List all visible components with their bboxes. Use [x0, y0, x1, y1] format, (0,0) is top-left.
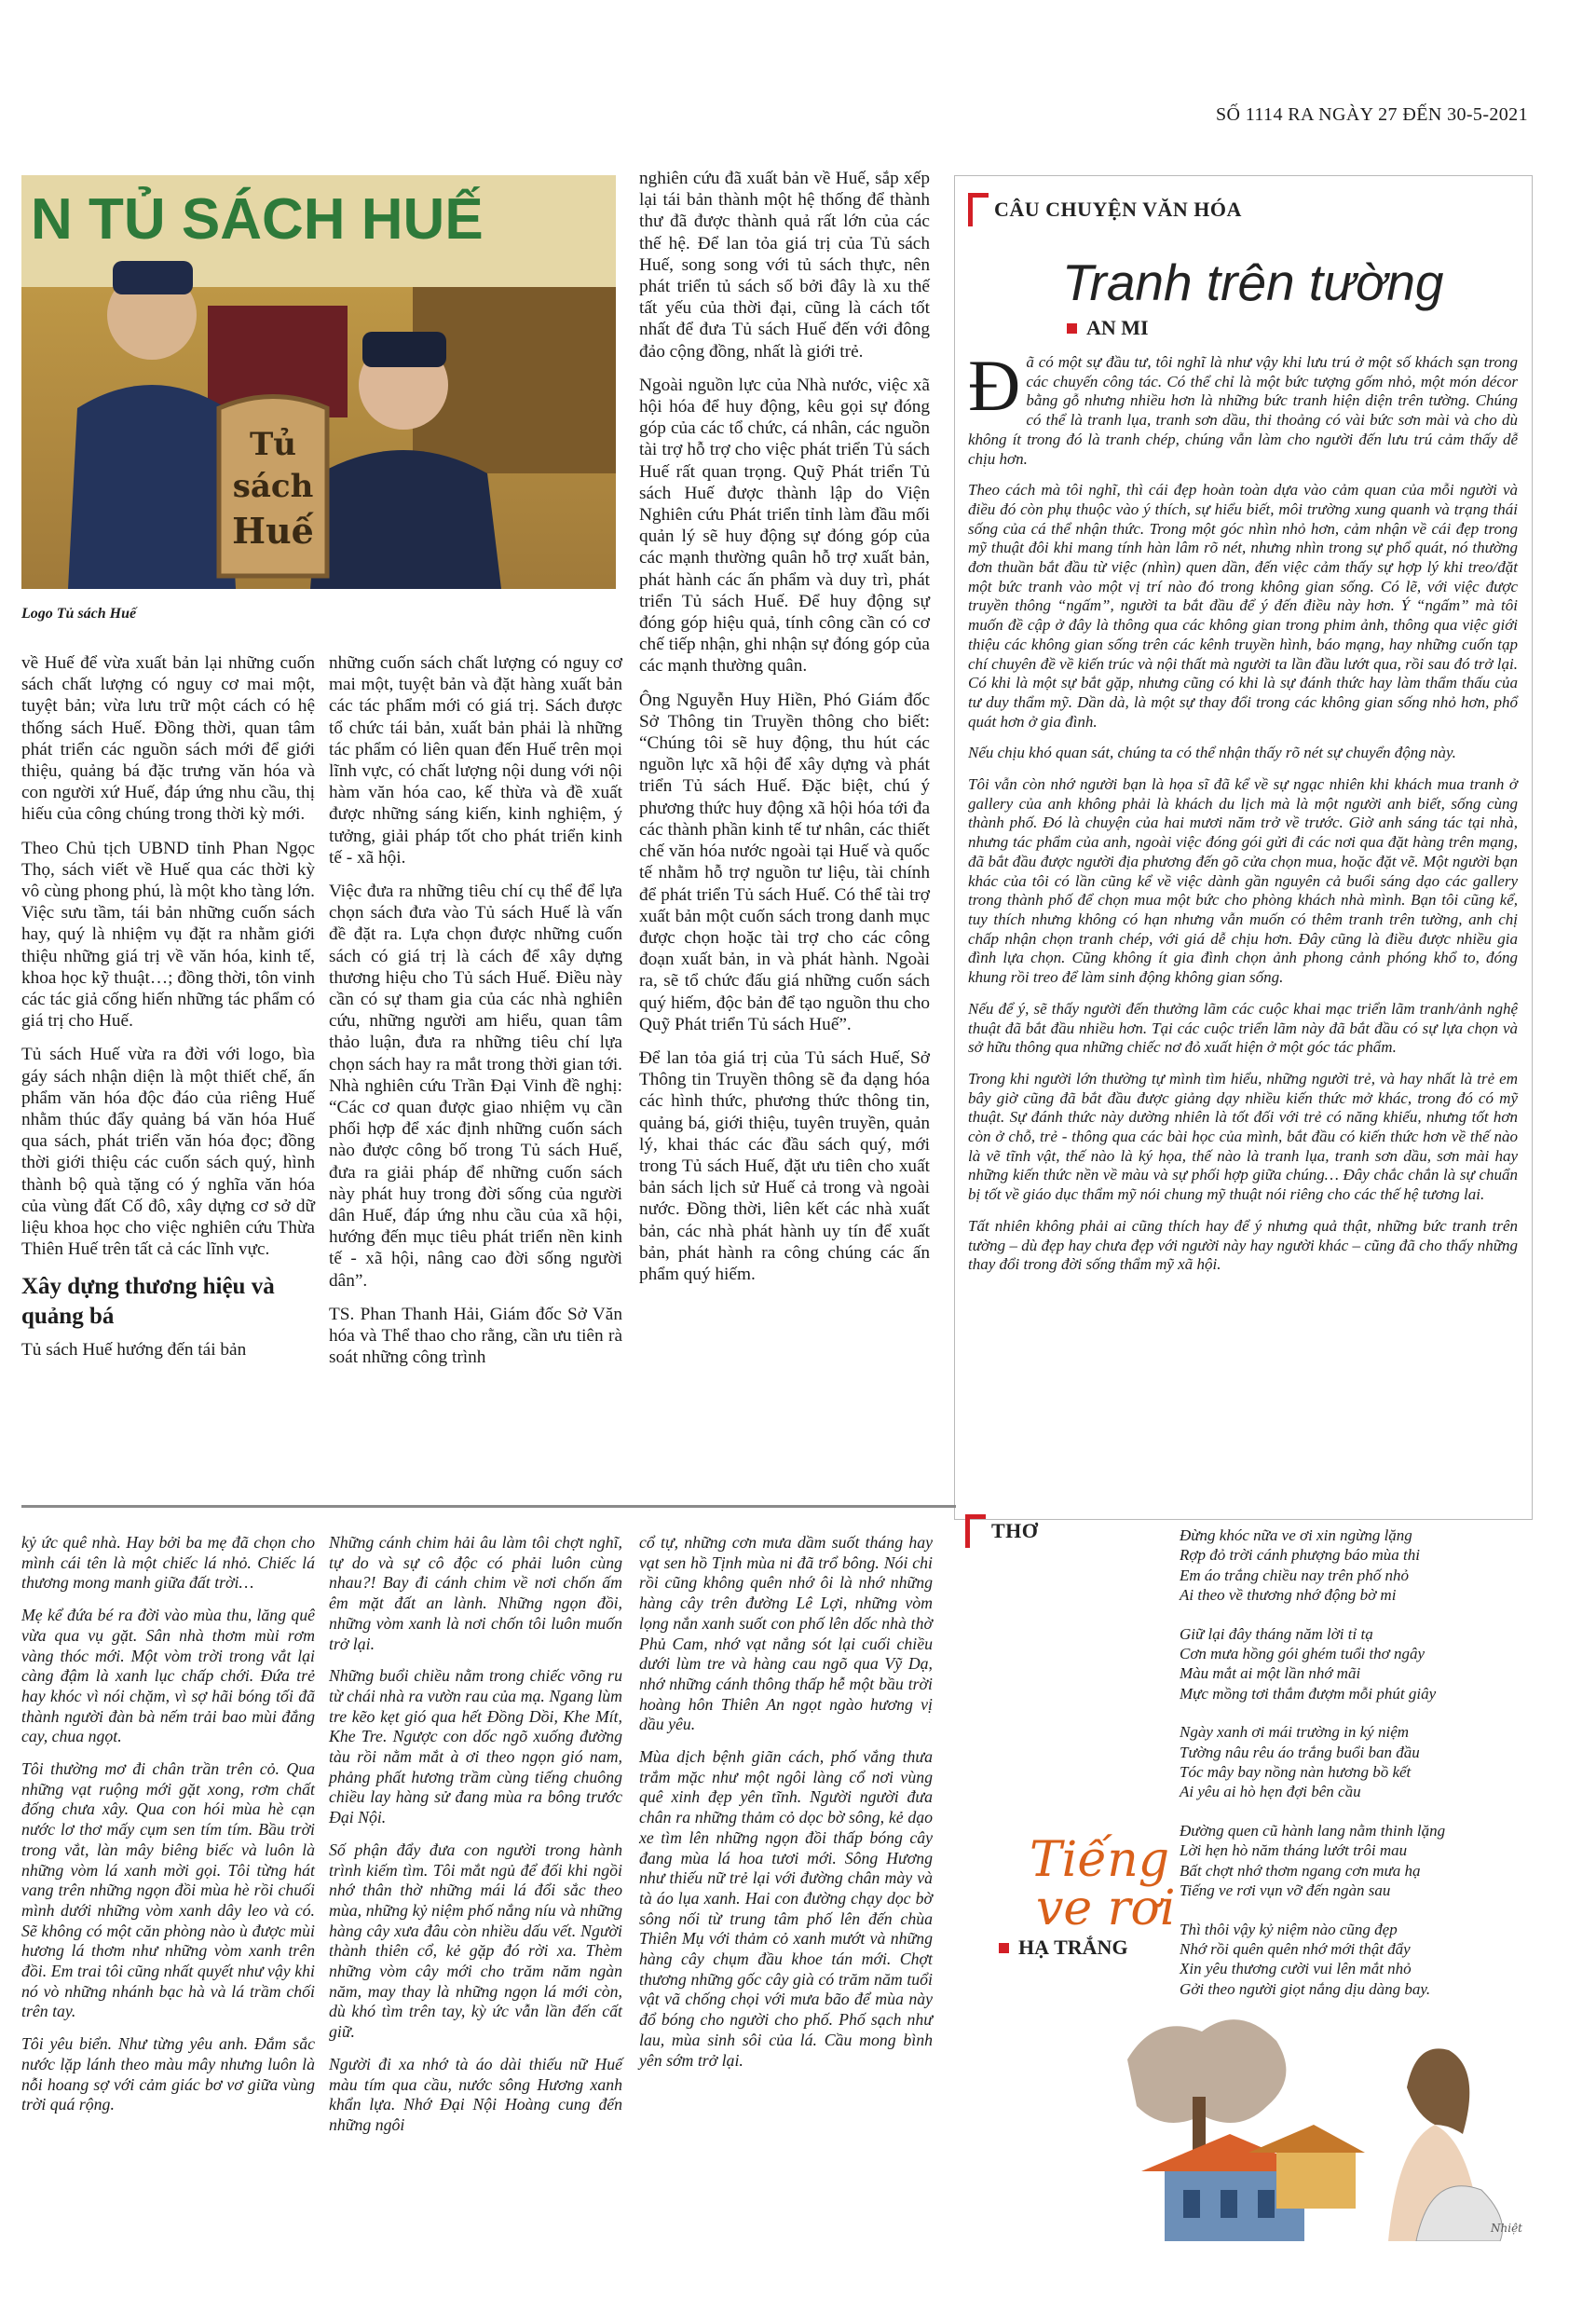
paragraph: Mẹ kể đứa bé ra đời vào mùa thu, lăng quê vừa qua vụ gặt. Sân nhà thơm mùi rơm vàng thóc mới. Một vòm trời trong vắt lại càng đậm là xanh lục chấp chới. Đứa trẻ hay khóc vì nói chặm, vì sợ hãi bóng tối đã thành người đàn bà nếm trải bao mùi đắng cay, chua ngọt. — [21, 1606, 315, 1746]
paragraph: Tôi thường mơ đi chân trần trên cỏ. Qua những vạt ruộng mới gặt xong, rơm chất đống chưa xây. Qua con hói mùa hè cạn nước lơ thơ mấy cụm sen tím tím. Bầu trời trong vắt, làn mây biêng biếc và luôn là những vòm lá xanh mời gọi. Tôi từng hát vang trên những ngọn đồi mùa hè rồi chuối mình dưới những vòm xanh dây leo và có. Sẽ không có một căn phòng nào ù được mùi hương lá thơm như những vòm xanh trên đồi. Em trai tôi cũng nhất quyết như vậy khi nó vò những nhánh bạc hà và lá trầm chối trên tay. — [21, 1759, 315, 2021]
photo-caption: Logo Tủ sách Huế — [21, 606, 137, 622]
drop-cap: Đ — [968, 345, 1021, 426]
poem-title-line1: Tiếng — [1030, 1832, 1170, 1888]
article-photo — [21, 175, 616, 589]
stanza: Ngày xanh ơi mái trường in ký niệm Tường nâu rêu áo trắng buổi ban đầu Tóc mây bay nồng nàn hương bồ kết Ai yêu ai hò hẹn đợi bên cầu — [1180, 1723, 1420, 1801]
paragraph: Những cánh chim hải âu làm tôi chợt nghĩ, tự do và sự cô độc có phải luôn cùng nhau?! Bay đi cánh chim về nơi chốn ấm êm mặt đất an lành. Những ngọn đồi, những vòm xanh là nơi chốn tôi luôn muốn trở lại. — [329, 1533, 622, 1653]
paragraph: Tất nhiên không phải ai cũng thích hay để ý nhưng quả thật, những bức tranh trên tường – dù đẹp hay chưa đẹp với người này hay người khác – cũng đã cho thấy những thay đổi trong đời sống thẩm mỹ xã hội. — [968, 1216, 1518, 1274]
paragraph: Những buổi chiều nằm trong chiếc võng ru từ chái nhà ra vườn rau của mạ. Ngang lùm tre kẽo kẹt gió qua hết Đồng Dồi, Khe Mít, Khe Tre. Ngược con dốc ngõ xuống đường tàu rồi nằm mắt à ơi theo ngọn gió nam, phảng phất hương trầm cùng tiếng chuông chiều lay hàng sử đang mùa ra bông trước Đại Nội. — [329, 1666, 622, 1827]
paragraph: Ngoài nguồn lực của Nhà nước, việc xã hội hóa để huy động, kêu gọi sự đóng góp của các tổ chức, cá nhân, các nguồn tài trợ hỗ trợ cho việc phát triển Tủ sách Huế rất quan trọng. Quỹ Phát triển Tủ sách Huế được thành lập do Viện Nghiên cứu Phát triển tỉnh làm đầu mối quản lý sẽ huy động sự đóng góp của các mạnh thường quân hỗ trợ xuất bản, phát hành các ấn phẩm và duy trì, phát triển Tủ sách Huế. Để huy động sự đóng góp hiệu quả, tính công cần có cơ chế tiếp nhận, ghi nhận sự đóng góp của các mạnh thường quân. — [639, 375, 930, 677]
paragraph: Nếu để ý, sẽ thấy người đến thưởng lãm các cuộc khai mạc triển lãm tranh/ảnh nghệ thuật đã bắt đầu nhiều hơn. Tại các cuộc triển lãm này đã bắt đầu có sự lựa chọn và sở hữu thông qua những chiếc nơ đỏ xuất hiện ở một góc tác phẩm. — [968, 999, 1518, 1057]
paragraph: Trong khi người lớn thường tự mình tìm hiểu, những người trẻ, và hay nhất là trẻ em bây giờ cũng đã bắt đầu được giảng dạy nhiều kiến thức mở khác, trong đó có mỹ thuật. Sự đánh thức này dường nhiên là tốt đối với trẻ có năng khiếu, nhưng tốt hơn còn ở chỗ, trẻ - thông qua các bài học của mình, bắt đầu có kiến thức hơn về thế nào là vẽ tĩnh vật, thế nào là ký họa, thế nào là tranh lụa, tranh sơn dầu, sơn mài hay những kiến thức nền về màu và sự phối hợp giữa chúng… Đây chắc chắn là sự chuẩn bị tốt về giáo dục thẩm mỹ nói chung mỹ thuật nói riêng cho các thế hệ tương lai. — [968, 1069, 1518, 1204]
culture-story-box — [954, 175, 1533, 1520]
story-title: Tranh trên tường — [1062, 253, 1444, 311]
story-author: AN MI — [1067, 316, 1149, 340]
paragraph: Tôi yêu biển. Như từng yêu anh. Đắm sắc nước lặp lánh theo màu mây nhưng luôn là nỗi hoang sợ với cảm giác bơ vơ giữa vùng trời quá rộng. — [21, 2034, 315, 2114]
paragraph: những cuốn sách chất lượng có nguy cơ mai một, tuyệt bản và đặt hàng xuất bản các tác phẩm mới có giá trị. Sách được tổ chức tái bản, xuất bản phải là những tác phẩm có liên quan đến Huế trên mọi lĩnh vực, có chất lượng nội dung với nội hàm văn hóa cao, kế thừa và đề xuất được những sáng kiến, kinh nghiệm, ý tưởng, giải pháp tốt cho phát triển kinh tế - xã hội. — [329, 653, 622, 868]
paragraph: TS. Phan Thanh Hải, Giám đốc Sở Văn hóa và Thể thao cho rằng, cần ưu tiên rà soát những công trình — [329, 1304, 622, 1368]
poem-author: HẠ TRẮNG — [999, 1936, 1128, 1960]
subheading: Xây dựng thương hiệu và quảng bá — [21, 1274, 275, 1330]
article-column-2 — [329, 652, 622, 1381]
poem-body — [1180, 1525, 1524, 2018]
stanza: Giữ lại đây tháng năm lời tỉ tạ Cơn mưa hồng gói ghém tuổi thơ ngây Màu mắt ai một lần nhớ mãi Mực mồng tơi thắm đượm mỗi phút giây — [1180, 1624, 1437, 1703]
paragraph: Ông Nguyễn Huy Hiền, Phó Giám đốc Sở Thông tin Truyền thông cho biết: “Chúng tôi sẽ huy động, thu hút các nguồn lực xã hội để xây dựng và phát triển Tủ sách Huế. Đặc biệt, chú ý phương thức huy động xã hội hóa tới đa các thành phần kinh tế tư nhân, các thiết chế văn hóa nước ngoài tại Huế và quốc tế nhằm hỗ trợ nguồn tư liệu, tài chính để phát triển Tủ sách Huế. Có thể tài trợ xuất bản một cuốn sách trong danh mục được chọn hoặc tài trợ cho các công đoạn xuất bản, in và phát hành. Ngoài ra, sẽ tổ chức đấu giá những cuốn sách quý hiếm, độc bản để tạo nguồn thu cho Quỹ Phát triển Tủ sách Huế”. — [639, 690, 930, 1034]
plaque-line2: sách — [232, 468, 314, 505]
stanza: Thì thôi vậy kỷ niệm nào cũng đẹp Nhớ rồi quên quên nhớ mới thật đẩy Xin yêu thương cười vui lên mắt nhỏ Gởi theo người giọt nắng dịu dàng bay. — [1180, 1920, 1431, 1998]
paragraph: Theo Chủ tịch UBND tỉnh Phan Ngọc Thọ, sách viết về Huế qua các thời kỳ vô cùng phong phú, là một kho tàng lớn. Việc sưu tầm, tái bản những cuốn sách hay, quý là nhiệm vụ đặt ra nhằm giới thiệu những giá trị về văn hóa, kinh tế, khoa học kỹ thuật…; đồng thời, tôn vinh các tác giả cống hiến những tác phẩm có giá trị cho Huế. — [21, 838, 315, 1032]
paragraph: kỷ ức quê nhà. Hay bởi ba mẹ đã chọn cho mình cái tên là một chiếc lá nhỏ. Chiếc lá thương mong manh giữa đất trời… — [21, 1533, 315, 1593]
section-label: CÂU CHUYỆN VĂN HÓA — [968, 193, 1242, 226]
banner-text: N TỦ SÁCH HUẾ — [31, 187, 484, 252]
poem-illustration — [1127, 2004, 1531, 2241]
paragraph: Số phận đẩy đưa con người trong hành trình kiếm tìm. Tôi mắt ngủ để đối khi ngồi nhớ thân thờ những mái lá đổi sắc theo mùa, những kỷ niệm phố nắng níu và những hàng cây xưa đâu còn nhiều dấu vết. Người thành thiên cổ, kẻ gặp đó rời xa. Thèm những vòm cây mới cho trăm năm ngàn năm, may thay là những ngọn lá mới còn, dù khó tìm trên tay, kỳ ức vẫn lần đến cất giữ. — [329, 1840, 622, 2042]
paragraph: Tôi vẫn còn nhớ người bạn là họa sĩ đã kể về sự ngạc nhiên khi khách mua tranh ở gallery của anh không phải là khách du lịch mà là một người anh biết, sống cùng thành phố. Đó là chuyện của hai mươi năm trở về trước. Giờ anh sáng tác tại nhà, nhưng tác phẩm của anh, ngoài việc đóng gói gửi đi các nơi qua đặt hàng trên mạng, đã bắt đầu được người địa phương đến gõ cửa chọn mua, hoặc đặt vẽ. Một người bạn khác của tôi có lần cũng kể về việc dành gần nguyên cả buổi sáng dạo các gallery trong thành phố để chọn mua một bức cho phòng khách nhà mình. Bạn tôi cũng kể, tuy thích nhưng không có hạn nhưng vẫn muốn có thêm tranh trên tường, anh chị chấp nhận chọn tranh chép, với giá dễ chịu hơn. Đây cũng là điều được nhiều gia đình lựa chọn. Cũng không ít gia đình chọn ảnh phong cảnh phóng khổ to, đóng khung rồi treo để làm sinh động không gian sống. — [968, 775, 1518, 987]
square-bullet-icon — [999, 1943, 1009, 1953]
section-bracket-icon — [965, 1514, 986, 1548]
poem-title-line2: ve rơi — [1036, 1881, 1176, 1936]
paragraph: Theo cách mà tôi nghĩ, thì cái đẹp hoàn toàn dựa vào cảm quan của mỗi người và điều đó còn phụ thuộc vào ý thích, sự hiểu biết, môi trường xung quanh và trạng thái sống của cá thể nhận thức. Trong một góc nhìn nhỏ hơn, cảm nhận về cái đẹp trong mỹ thuật đôi khi mang tính hàn lâm rõ nét, nhưng nhìn trong sự phổ quát, nó thường đơn thuần bắt đầu từ việc (nhìn) quen dần, đến việc cảm thấy sự hợp lý khi treo/đặt một bức tranh vào một vị trí nào đó trong không gian sống. Có lẽ, với việc được truyền thông “ngấm”, người ta bắt đầu để ý đến điều này hơn. Ý “ngấm” mà tôi muốn đề cập ở đây là thông qua các không gian trong phim ảnh, thông qua việc giới thiệu các không gian sống trên các kênh truyền hình, báo mạng, hay những cuốn tạp chí chuyên đề về kiến trúc và nội thất mà người ta lần đầu lướt qua, rồi sau đó trở lại. Có khi là một sự bắt gặp, nhưng cũng có khi là sự đánh thức hay làm thẩm thấu của tư duy thẩm mỹ. Dần dà, là một sự thay đổi trong các không gian sống nhỏ hơn, phổ quát hơn ở gia đình. — [968, 481, 1518, 731]
paragraph: cổ tự, những cơn mưa dầm suốt tháng hay vạt sen hồ Tịnh mùa ni đã trổ bông. Nói chi rồi cũng không quên nhớ ôi là nhớ những hàng cây trên đường Lê Lợi, những vòm lọng nắn xanh suốt con phố lên dốc nhà thờ Phủ Cam, nhớ vạt nắng sót lại cuối chiều dưới lùm tre và hàng cau ngõ qua Vỹ Dạ, nhớ những cánh thông thấp hễ một bầu trời hoàng hôn Thiên An ngọt ngào hương vị dầu yêu. — [639, 1533, 933, 1734]
paragraph: Việc đưa ra những tiêu chí cụ thể để lựa chọn sách đưa vào Tủ sách Huế là vấn đề đặt ra. Lựa chọn được những cuốn sách có giá trị là cách để xây dựng thương hiệu cho Tủ sách Huế. Điều này cần có sự tham gia của các nhà nghiên cứu, những người am hiểu, quan tâm thảo luận, đưa ra những tiêu chí lựa chọn sách hay ra mắt trong thời gian tới. Nhà nghiên cứu Trần Đại Vinh đề nghị: “Các cơ quan được giao nhiệm vụ cần phối hợp để xác định những cuốn sách nào được công bố trong Tủ sách Huế, đưa ra giải pháp để những cuốn sách này phát huy trong đời sống của người dân Huế, đáp ứng nhu cầu của xã hội, hướng đến mục tiêu phát triển nền kinh tế - xã hội, nâng cao đời sống người dân”. — [329, 882, 622, 1291]
paragraph: Người đi xa nhớ tà áo dài thiếu nữ Huế màu tím qua cầu, nước sông Hương xanh khẩn lựa. Nhớ Đại Nội Hoàng cung đến những ngôi — [329, 2054, 622, 2134]
section-divider — [21, 1505, 956, 1508]
poem-section-label: THƠ — [965, 1514, 1038, 1548]
stanza: Đường quen cũ hành lang nằm thinh lặng Lời hẹn hò năm tháng lướt trôi mau Bất chợt nhớ thơm ngang cơn mưa hạ Tiếng ve rơi vụn vỡ đến ngàn sau — [1180, 1821, 1446, 1900]
essay-column-3 — [639, 1533, 933, 2083]
paragraph: nghiên cứu đã xuất bản về Huế, sắp xếp lại tái bản thành một hệ thống để thành thư đã được thành quả rất lớn của các thế hệ. Để lan tỏa giá trị của Tủ sách Huế, song song với tủ sách thực, nên phát triển tủ sách số bởi đây là xu thế tất yếu của thời đại, cũng là cách tốt nhất để đưa Tủ sách Huế đến với đông đảo cộng đồng, nhất là giới trẻ. — [639, 169, 930, 362]
paragraph: về Huế để vừa xuất bản lại những cuốn sách chất lượng có nguy cơ mai một, tuyệt bản; vừa lưu trữ một cách có hệ thống sách Huế. Đồng thời, quan tâm phát triển các nguồn sách mới để giới thiệu, quảng bá đặc trưng văn hóa và con người xứ Huế, đáp ứng nhu cầu, thị hiếu của công chúng trong thời kỳ mới. — [21, 653, 315, 825]
article-column-1 — [21, 652, 315, 1374]
paragraph: Mùa dịch bệnh giãn cách, phố vắng thưa trắm mặc như một ngôi làng cổ nơi vùng quê xinh đẹp yên tĩnh. Người người đưa chân ra những thảm cỏ dọc bờ sông, kẻ dạo xe tìm lên những ngọn đồi thấp bóng cây đang mùa lá hoa tươi mới. Sông Hương như thiếu nữ trẻ lại với đường chân mày và tà áo lụa xanh. Hai con đường chạy dọc bờ sông nối từ trung tâm phố lên đến chùa Thiên Mụ với thảm cỏ xanh mướt và những hàng cây chụm đầu khoe tán mới. Chợt thương những gốc cây già có trăm năm tuổi vật vã chống chọi với mưa bão để mùa này đổ bóng cho người cho phố. Phố sạch như lau, mùa sinh sôi của lá. Cầu mong bình yên sớm trở lại. — [639, 1747, 933, 2070]
essay-column-1 — [21, 1533, 315, 2127]
paragraph: Tủ sách Huế vừa ra đời với logo, bìa gáy sách nhận diện là một thiết chế, ấn phẩm văn hóa độc đáo của riêng Huế nhằm thúc đẩy quảng bá văn hóa Huế qua sách, phát triển văn hóa đọc; đồng thời giới thiệu các cuốn sách quý, hình thành bộ quà tặng có ý nghĩa văn hóa của vùng đất Cố đô, xây dựng cơ sở dữ liệu khoa học cho việc nghiên cứu Thừa Thiên Huế trên tất cả các lĩnh vực. — [21, 1045, 315, 1260]
stanza: Đừng khóc nữa ve ơi xin ngừng lặng Rợp đỏ trời cánh phượng báo mùa thi Em áo trắng chiều nay trên phố nhỏ Ai theo về thương nhớ động bờ mi — [1180, 1526, 1420, 1605]
paragraph: ã có một sự đầu tư, tôi nghĩ là như vậy khi lưu trú ở một số khách sạn trong các chuyến công tác. Có thể chỉ là một bức tượng gốm nhỏ, một món décor bằng gỗ nhưng nhiều hơn là những bức tranh hiện diện trên tường. Chúng có thể là tranh lụa, tranh sơn dầu, thi thoảng có vài bức sơn mài và cho dù không ít trong đó là tranh chép, chúng vẫn làm cho người đến lưu trú cảm thấy dễ chịu hơn. — [968, 353, 1518, 468]
article-column-3-top — [639, 168, 930, 1297]
paragraph: Nếu chịu khó quan sát, chúng ta có thể nhận thấy rõ nét sự chuyển động này. — [968, 744, 1456, 762]
essay-column-2 — [329, 1533, 622, 2148]
plaque-line1: Tủ — [249, 426, 297, 463]
issue-header: SỐ 1114 RA NGÀY 27 ĐẾN 30-5-2021 — [1215, 104, 1528, 125]
plaque-line3: Huế — [232, 510, 314, 552]
paragraph: Để lan tỏa giá trị của Tủ sách Huế, Sở Thông tin Truyền thông sẽ đa dạng hóa các hình thức, phương thức thông tin, quảng bá, giới thiệu, tuyên truyền, quản lý, khai thác các đầu sách quý, mới trong Tủ sách Huế, đặt ưu tiên cho xuất bản sách lịch sử Huế cả trong và ngoài nước. Đồng thời, liên kết các nhà xuất bản, các nhà phát hành uy tín để xuất bản, phát hành ra công chúng các ấn phẩm quý hiếm. — [639, 1047, 930, 1284]
square-bullet-icon — [1067, 323, 1077, 334]
illustration-signature: Nhiệt — [1491, 2222, 1522, 2235]
paragraph: Tủ sách Huế hướng đến tái bản — [21, 1340, 247, 1361]
ceremony-illustration — [21, 175, 616, 589]
section-bracket-icon — [968, 193, 989, 226]
story-body — [968, 345, 1518, 1287]
